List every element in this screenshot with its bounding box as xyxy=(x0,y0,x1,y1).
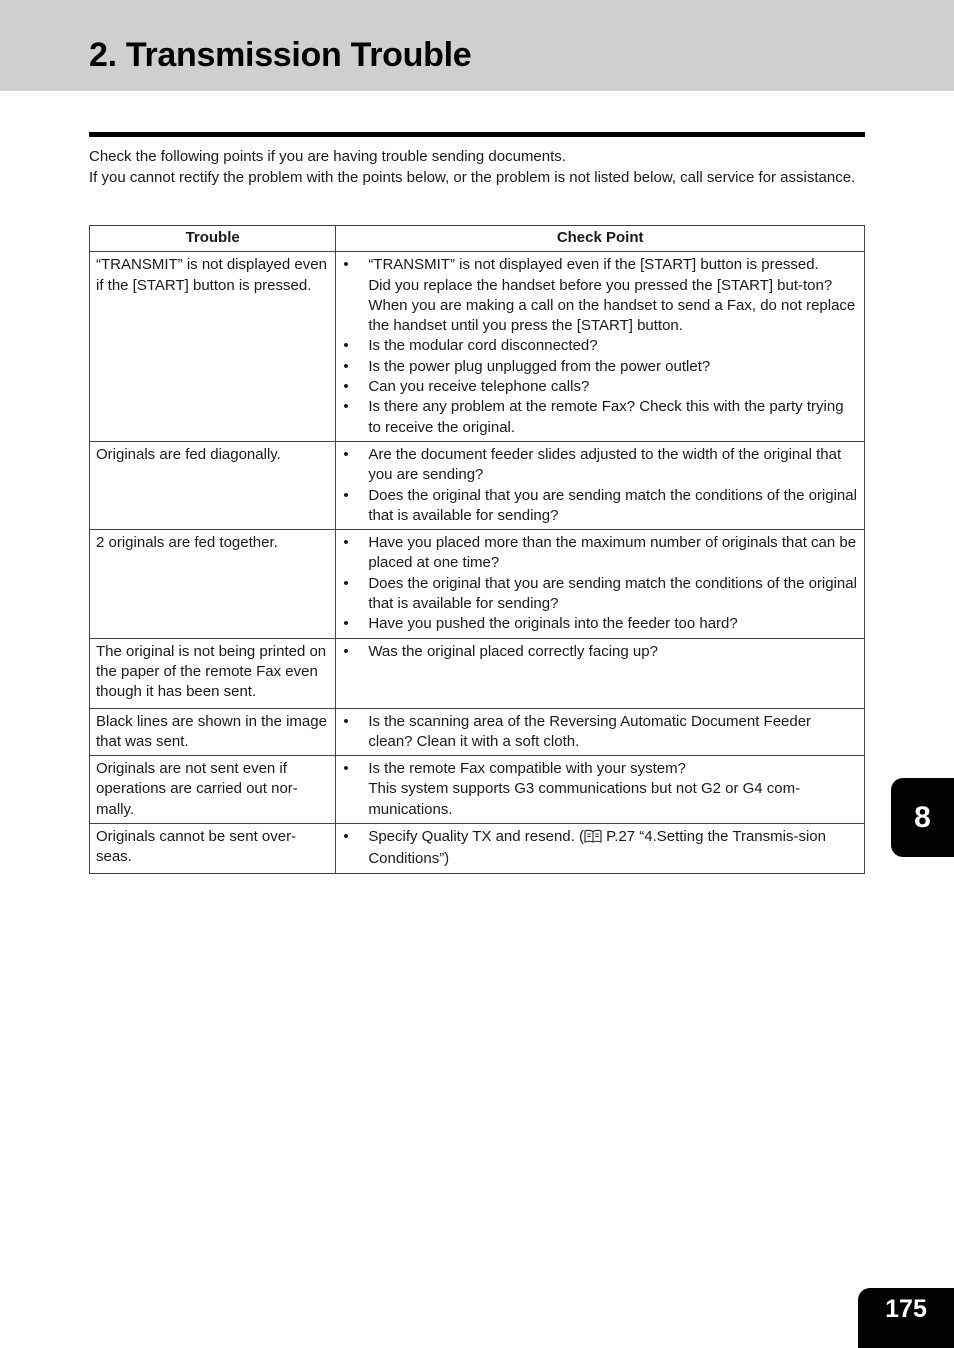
check-item xyxy=(342,642,858,662)
check-point-cell xyxy=(336,530,865,638)
check-text: Is the power plug unplugged from the power outlet? xyxy=(368,357,711,375)
check-list xyxy=(342,712,858,753)
intro-line-1: Check the following points if you are having trouble sending documents. xyxy=(89,148,566,165)
table-header-row xyxy=(90,226,865,252)
check-text: “TRANSMIT” is not displayed even if the [START] button is pressed. xyxy=(368,256,819,274)
bullet: • xyxy=(343,337,349,355)
bullet: • xyxy=(343,256,349,274)
check-item xyxy=(342,336,858,356)
page-title: 2. Transmission Trouble xyxy=(89,36,472,74)
bullet: • xyxy=(343,760,349,778)
bullet: • xyxy=(343,615,349,633)
check-text: Was the original placed correctly facing up? xyxy=(368,642,658,660)
check-list xyxy=(342,255,858,438)
check-item xyxy=(342,712,858,753)
check-detail: This system supports G3 communications but not G2 or G4 com-munications. xyxy=(368,780,801,818)
header-check-point: Check Point xyxy=(336,226,865,252)
table-row xyxy=(90,824,865,874)
trouble-cell: Originals are not sent even if operations are carried out nor-mally. xyxy=(90,756,336,824)
intro-text xyxy=(89,147,865,188)
trouble-cell: “TRANSMIT” is not displayed even if the [START] button is pressed. xyxy=(90,252,336,442)
table-row xyxy=(90,530,865,638)
check-detail: Did you replace the handset before you pressed the [START] but-ton? When you are making a call on the handset to send a Fax, do not replace the handset until you press the [START] button. xyxy=(368,276,856,335)
book-icon xyxy=(584,829,602,849)
check-item xyxy=(342,255,858,336)
check-point-cell xyxy=(336,441,865,529)
table-row xyxy=(90,441,865,529)
check-item xyxy=(342,533,858,574)
table-row xyxy=(90,638,865,708)
check-text: Is the modular cord disconnected? xyxy=(368,337,598,355)
check-list xyxy=(342,445,858,526)
table-row xyxy=(90,252,865,442)
trouble-cell: The original is not being printed on the paper of the remote Fax even though it has been sent. xyxy=(90,638,336,708)
check-list xyxy=(342,759,858,820)
check-item xyxy=(342,614,858,634)
check-point-cell xyxy=(336,638,865,708)
check-list xyxy=(342,533,858,634)
trouble-cell: 2 originals are fed together. xyxy=(90,530,336,638)
bullet: • xyxy=(343,642,349,660)
check-list xyxy=(342,827,858,870)
bullet: • xyxy=(343,378,349,396)
bullet: • xyxy=(343,828,349,846)
check-text: Is the scanning area of the Reversing Automatic Document Feeder clean? Clean it with a soft cloth. xyxy=(368,712,812,750)
trouble-cell: Black lines are shown in the image that was sent. xyxy=(90,708,336,756)
check-point-cell xyxy=(336,756,865,824)
check-text: Have you placed more than the maximum number of originals that can be placed at one time? xyxy=(368,534,857,572)
bullet: • xyxy=(343,445,349,463)
check-item xyxy=(342,397,858,438)
check-point-cell xyxy=(336,824,865,874)
table-row xyxy=(90,756,865,824)
check-text-after: P.27 “4.Setting the Transmis-sion Conditions”) xyxy=(368,828,826,868)
trouble-cell: Originals are fed diagonally. xyxy=(90,441,336,529)
trouble-cell: Originals cannot be sent over-seas. xyxy=(90,824,336,874)
bullet: • xyxy=(343,574,349,592)
bullet: • xyxy=(343,712,349,730)
check-item xyxy=(342,357,858,377)
bullet: • xyxy=(343,398,349,416)
trouble-table xyxy=(89,225,865,874)
bullet: • xyxy=(343,357,349,375)
check-text: Is there any problem at the remote Fax? Check this with the party trying to receive the original. xyxy=(368,398,844,436)
page-number: 175 xyxy=(858,1288,954,1348)
check-item xyxy=(342,827,858,870)
check-item xyxy=(342,486,858,527)
check-text: Does the original that you are sending match the conditions of the original that is available for sending? xyxy=(368,486,857,524)
check-text: Does the original that you are sending match the conditions of the original that is available for sending? xyxy=(368,574,857,613)
check-point-cell xyxy=(336,252,865,442)
check-item xyxy=(342,377,858,397)
check-text: Are the document feeder slides adjusted to the width of the original that you are sending? xyxy=(368,445,842,484)
check-item xyxy=(342,759,858,820)
check-list xyxy=(342,642,858,662)
check-text: Can you receive telephone calls? xyxy=(368,378,590,396)
intro-line-2: If you cannot rectify the problem with the points below, or the problem is not listed below, call service for assistance. xyxy=(89,168,856,186)
check-text: Have you pushed the originals into the feeder too hard? xyxy=(368,615,738,633)
check-point-cell xyxy=(336,708,865,756)
section-rule xyxy=(89,132,865,137)
header-trouble: Trouble xyxy=(90,226,336,252)
table-row xyxy=(90,708,865,756)
check-text-before: Specify Quality TX and resend. ( xyxy=(368,828,584,846)
check-text: Is the remote Fax compatible with your system? xyxy=(368,760,686,778)
chapter-tab: 8 xyxy=(891,778,954,857)
bullet: • xyxy=(343,534,349,552)
check-item xyxy=(342,445,858,486)
check-item xyxy=(342,574,858,615)
bullet: • xyxy=(343,486,349,504)
